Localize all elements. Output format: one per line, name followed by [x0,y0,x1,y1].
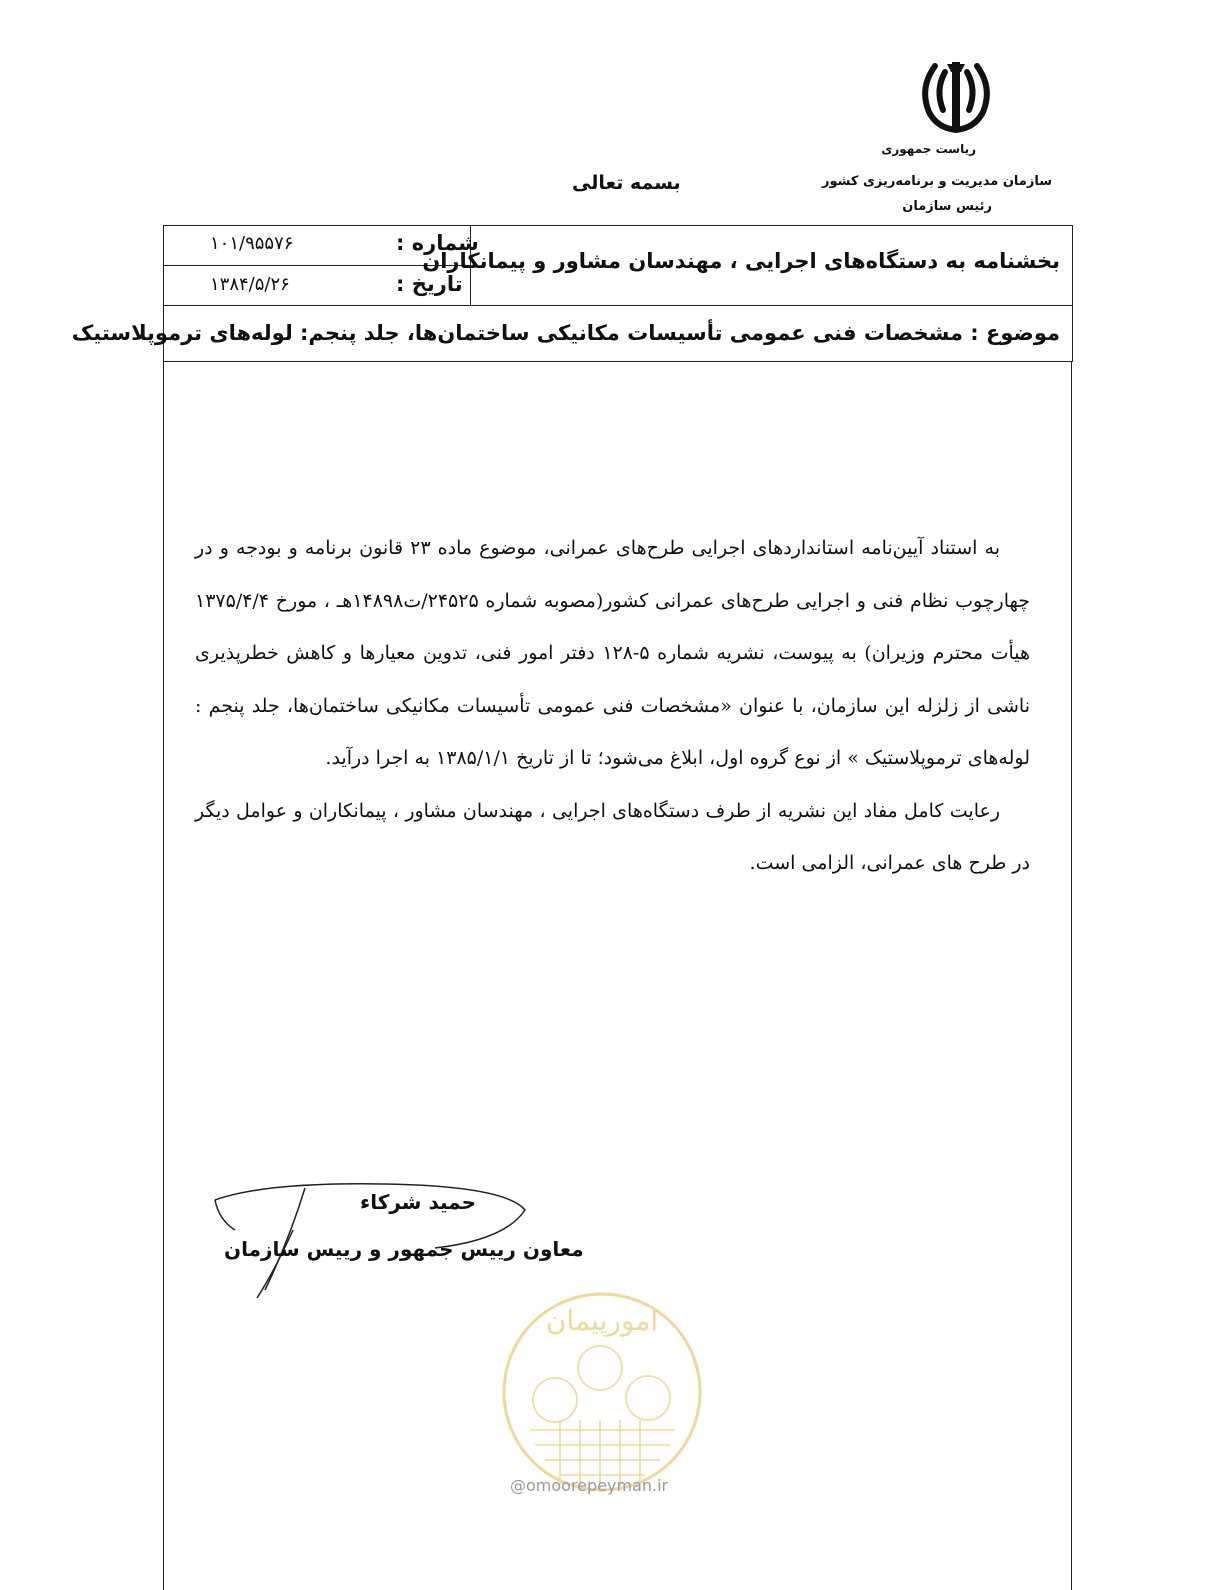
frame-right-border [1071,362,1072,1590]
divider [163,305,1073,306]
frame-left-border [163,362,164,1590]
signatory-title: معاون رییس جمهور و رییس سازمان [224,1237,584,1261]
body-paragraph-1: به استناد آیین‌نامه استانداردهای اجرایی طرح‌های عمرانی، موضوع ماده ۲۳ قانون برنامه و بودجه و در چهارچوب نظام فنی و اجرایی طرح‌های عمرانی کشور(مصوبه شماره ۲۴۵۲۵/ت۱۴۸۹۸هـ ، مورخ ۱۳۷۵/۴/۴ هیأت محترم وزیران) به پیوست، نشریه شماره ۵-۱۲۸ دفتر امور فنی، تدوین معیارها و کاهش خطرپذیری ناشی از زلزله این سازمان، با عنوان «مشخصات فنی عمومی تأسیسات مکانیکی ساختمان‌ها، جلد پنجم : لوله‌های ترموپلاستیک » از نوع گروه اول، ابلاغ می‌شود؛ تا از تاریخ ۱۳۸۵/۱/۱ به اجرا درآید. [195,537,1030,769]
letter-body [195,522,1030,890]
watermark-logo-text: امورپیمان [545,1304,659,1337]
presidency-label: ریاست جمهوری [881,142,976,156]
number-label: شماره : [396,231,479,255]
head-title: رئیس سازمان [902,199,992,214]
subject-line: موضوع : مشخصات فنی عمومی تأسیسات مکانیکی ساختمان‌ها، جلد پنجم: لوله‌های ترموپلاستیک [71,321,1060,345]
number-value: ۱۰۱/۹۵۵۷۶ [210,233,294,254]
iran-emblem-icon [915,58,997,138]
date-value: ۱۳۸۴/۵/۲۶ [210,274,290,295]
body-paragraph-2: رعایت کامل مفاد این نشریه از طرف دستگاه‌های اجرایی ، مهندسان مشاور ، پیمانکاران و عوامل دیگر در طرح های عمرانی، الزامی است. [195,799,1030,874]
signatory-name: حمید شرکاء [360,1190,476,1214]
watermark-url: @omoorepeyman.ir [510,1476,669,1495]
organization-name: سازمان مدیریت و برنامه‌ریزی کشور [822,174,1052,189]
omoorepeyman-watermark-logo [500,1290,705,1495]
addressee-line: بخشنامه به دستگاه‌های اجرایی ، مهندسان مشاور و پیمانکاران [422,249,1060,273]
date-label: تاریخ : [396,272,463,296]
bismillah-heading: بسمه تعالی [572,172,681,194]
